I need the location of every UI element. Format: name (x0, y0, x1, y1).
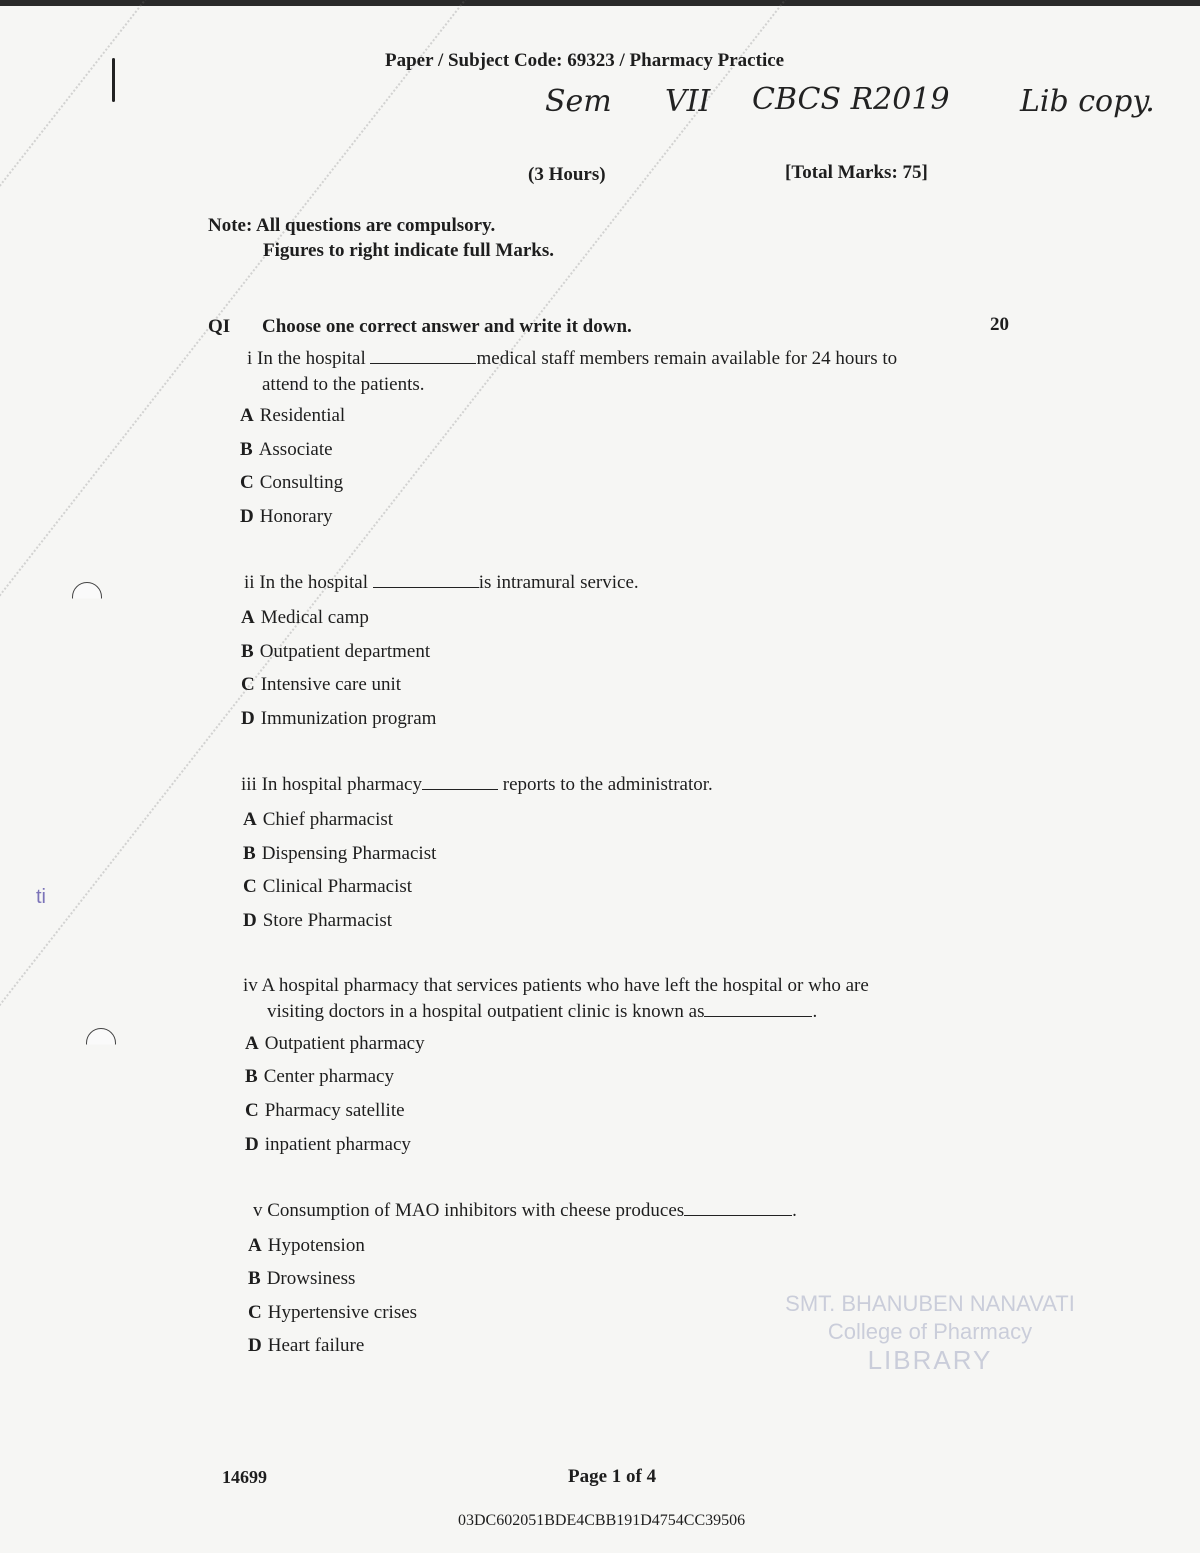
question-number: i (247, 348, 253, 369)
option-a: A Residential (240, 405, 346, 426)
option-d: D Immunization program (241, 708, 437, 729)
question-number: iii (241, 774, 257, 795)
option-a: A Medical camp (241, 607, 369, 628)
question-5-stem: v Consumption of MAO inhibitors with cheese produces . (253, 1200, 797, 1221)
section-label: QI (208, 316, 231, 337)
question-3-stem (241, 774, 713, 796)
option-a: A Outpatient pharmacy (245, 1033, 425, 1054)
margin-mark: ti (36, 886, 46, 908)
option-d: D Store Pharmacist (243, 910, 393, 931)
page-number: Page 1 of 4 (568, 1466, 657, 1487)
question-text-after: medical staff members remain available for 24 hours to (476, 348, 898, 369)
duration: (3 Hours) (528, 164, 606, 185)
section-marks: 20 (990, 314, 1009, 335)
note-line-2: Figures to right indicate full Marks. (263, 240, 554, 261)
option-b: B Dispensing Pharmacist (243, 843, 437, 864)
option-c: C Consulting (240, 472, 344, 493)
handwritten-vii: VII (665, 84, 711, 119)
top-border (0, 0, 1200, 6)
option-c: C Hypertensive crises (248, 1302, 418, 1323)
answer-blank (370, 362, 476, 364)
answer-blank (373, 586, 479, 588)
option-b: B Drowsiness (248, 1268, 356, 1289)
question-text: visiting doctors in a hospital outpatient clinic is known as (267, 1001, 705, 1022)
handwritten-lib-copy: Lib copy. (1020, 84, 1155, 119)
question-1-stem (247, 348, 897, 370)
answer-blank (422, 788, 498, 790)
option-d: D Heart failure (248, 1335, 365, 1356)
note-line-1: Note: All questions are compulsory. (208, 215, 496, 236)
option-a: A Chief pharmacist (243, 809, 394, 830)
answer-blank (704, 1015, 812, 1017)
question-text-before: In hospital pharmacy (261, 774, 422, 795)
answer-blank (684, 1214, 792, 1216)
margin-stroke (112, 58, 115, 102)
option-d: D inpatient pharmacy (245, 1134, 411, 1155)
stamp-line-3: LIBRARY (867, 1345, 993, 1375)
option-b: B Center pharmacy (245, 1066, 394, 1087)
document-hash: 03DC602051BDE4CBB191D4754CC39506 (458, 1512, 746, 1529)
option-d: D Honorary (240, 506, 333, 527)
footer-code: 14699 (222, 1467, 267, 1487)
total-marks: [Total Marks: 75] (785, 162, 928, 183)
option-c: C Clinical Pharmacist (243, 876, 413, 897)
question-number: iv (243, 975, 258, 996)
question-4-line-1 (243, 975, 869, 997)
question-text-after: reports to the administrator. (502, 774, 713, 795)
handwritten-cbcs: CBCS R2019 (752, 82, 950, 117)
question-text-before: Consumption of MAO inhibitors with cheese produces (267, 1200, 685, 1221)
option-a: A Hypotension (248, 1235, 365, 1256)
option-b: B Outpatient department (241, 641, 431, 662)
punch-hole (86, 1028, 116, 1058)
stamp-line-2: College of Pharmacy (827, 1319, 1033, 1344)
question-text-before: In the hospital (257, 348, 366, 369)
question-number: ii (244, 572, 255, 593)
question-1-line-2: attend to the patients. (262, 374, 425, 395)
paper-code: Paper / Subject Code: 69323 / Pharmacy Practice (385, 50, 785, 71)
question-2-stem (244, 572, 639, 594)
question-text: A hospital pharmacy that services patients who have left the hospital or who are (261, 975, 869, 996)
section-instruction: Choose one correct answer and write it down. (262, 316, 632, 337)
question-4-line-2: visiting doctors in a hospital outpatient clinic is known as . (267, 1001, 818, 1022)
handwritten-sem: Sem (545, 84, 612, 119)
option-c: C Intensive care unit (241, 674, 402, 695)
question-text-before: In the hospital (259, 572, 369, 593)
option-b: B Associate (240, 439, 333, 460)
stamp-line-1: SMT. BHANUBEN NANAVATI (785, 1291, 1075, 1316)
question-text-after: is intramural service. (478, 572, 639, 593)
option-c: C Pharmacy satellite (245, 1100, 405, 1121)
library-stamp (720, 1290, 1140, 1374)
punch-hole (72, 582, 102, 612)
question-number: v (253, 1200, 263, 1221)
